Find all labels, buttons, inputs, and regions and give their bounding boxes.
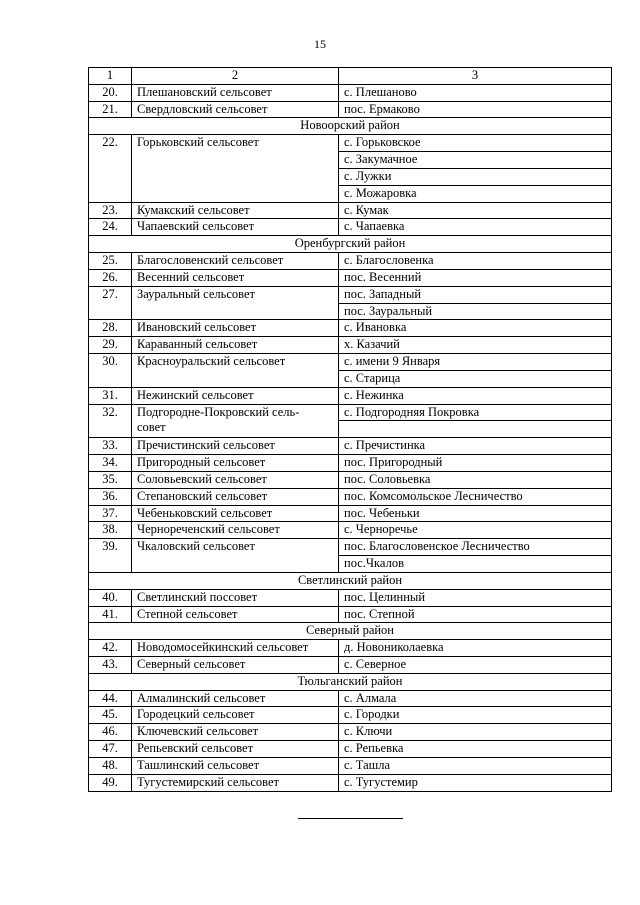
header-col-1: 1 [89, 68, 132, 85]
row-number: 21. [89, 101, 132, 118]
table-row [89, 219, 612, 236]
district-row [89, 118, 612, 135]
settlement-name: с. Тугустемир [339, 774, 612, 791]
council-name: Ташлинский сельсовет [132, 757, 339, 774]
settlement-name: с. Нежинка [339, 387, 612, 404]
table-row [89, 757, 612, 774]
table-row [89, 690, 612, 707]
table-row [89, 101, 612, 118]
council-name: Пречистинский сельсовет [132, 438, 339, 455]
row-number: 46. [89, 724, 132, 741]
council-name: Новодомосейкинский сельсовет [132, 640, 339, 657]
settlement-name: пос. Пригородный [339, 455, 612, 472]
settlement-name: с. имени 9 Января [339, 354, 612, 371]
row-number: 29. [89, 337, 132, 354]
settlement-name: пос. Целинный [339, 589, 612, 606]
settlement-name: с. Чапаевка [339, 219, 612, 236]
council-name: Зауральный сельсовет [132, 286, 339, 320]
settlement-name: с. Старица [339, 370, 612, 387]
table-row [89, 589, 612, 606]
settlement-name: пос. Зауральный [339, 303, 612, 320]
row-number: 43. [89, 656, 132, 673]
row-number: 38. [89, 522, 132, 539]
header-col-2: 2 [132, 68, 339, 85]
settlement-name: с. Ключи [339, 724, 612, 741]
council-name: Чернореченский сельсовет [132, 522, 339, 539]
council-name: Чкаловский сельсовет [132, 539, 339, 573]
table-row [89, 135, 612, 152]
settlement-name: с. Благословенка [339, 253, 612, 270]
council-name: Чебеньковский сельсовет [132, 505, 339, 522]
settlements-table [88, 67, 612, 792]
row-number: 36. [89, 488, 132, 505]
row-number: 20. [89, 84, 132, 101]
settlement-name: с. Черноречье [339, 522, 612, 539]
settlement-name: с. Можаровка [339, 185, 612, 202]
row-number: 45. [89, 707, 132, 724]
settlement-name: пос. Степной [339, 606, 612, 623]
council-name: Нежинский сельсовет [132, 387, 339, 404]
council-name: Караванный сельсовет [132, 337, 339, 354]
council-name: Алмалинский сельсовет [132, 690, 339, 707]
table-row [89, 253, 612, 270]
settlement-name: пос. Чебеньки [339, 505, 612, 522]
row-number: 35. [89, 471, 132, 488]
settlement-name: с. Ивановка [339, 320, 612, 337]
row-number: 48. [89, 757, 132, 774]
district-name: Северный район [89, 623, 612, 640]
settlement-name: пос. Весенний [339, 269, 612, 286]
table-row [89, 505, 612, 522]
table-row [89, 774, 612, 791]
settlement-name: пос. Ермаково [339, 101, 612, 118]
row-number: 33. [89, 438, 132, 455]
settlement-name: пос. Западный [339, 286, 612, 303]
settlement-name: пос. Благословенское Лесничество [339, 539, 612, 556]
row-number: 30. [89, 354, 132, 388]
council-name: Степной сельсовет [132, 606, 339, 623]
table-row [89, 455, 612, 472]
table-row [89, 640, 612, 657]
settlement-name: с. Пречистинка [339, 438, 612, 455]
row-number: 31. [89, 387, 132, 404]
row-number: 49. [89, 774, 132, 791]
table-row [89, 539, 612, 556]
row-number: 28. [89, 320, 132, 337]
settlement-name: с. Горьковское [339, 135, 612, 152]
settlement-name: с. Северное [339, 656, 612, 673]
district-name: Тюльганский район [89, 673, 612, 690]
table-row [89, 488, 612, 505]
row-number: 37. [89, 505, 132, 522]
row-number: 34. [89, 455, 132, 472]
settlement-name: д. Новониколаевка [339, 640, 612, 657]
row-number: 41. [89, 606, 132, 623]
settlement-name: с. Ташла [339, 757, 612, 774]
council-name: Свердловский сельсовет [132, 101, 339, 118]
settlement-name: с. Городки [339, 707, 612, 724]
table-row [89, 438, 612, 455]
table-row [89, 84, 612, 101]
table-row [89, 286, 612, 303]
district-row [89, 236, 612, 253]
table-row [89, 387, 612, 404]
council-name: Репьевский сельсовет [132, 741, 339, 758]
settlement-name: с. Подгородняя Покровка [339, 404, 612, 421]
council-name: Северный сельсовет [132, 656, 339, 673]
district-row [89, 673, 612, 690]
end-rule [298, 818, 403, 819]
district-name: Оренбургский район [89, 236, 612, 253]
table-row [89, 404, 612, 421]
council-name: Тугустемирский сельсовет [132, 774, 339, 791]
table-row [89, 606, 612, 623]
table-row [89, 269, 612, 286]
council-name: Кумакский сельсовет [132, 202, 339, 219]
table-row [89, 354, 612, 371]
settlement-name: с. Алмала [339, 690, 612, 707]
council-name: Степановский сельсовет [132, 488, 339, 505]
settlement-name: пос.Чкалов [339, 556, 612, 573]
district-name: Новоорский район [89, 118, 612, 135]
table-row [89, 656, 612, 673]
settlement-name [339, 421, 612, 438]
row-number: 24. [89, 219, 132, 236]
table-row [89, 337, 612, 354]
settlement-name: х. Казачий [339, 337, 612, 354]
page-number: 15 [314, 37, 326, 51]
settlement-name: с. Плешаново [339, 84, 612, 101]
row-number: 44. [89, 690, 132, 707]
row-number: 47. [89, 741, 132, 758]
council-name: Благословенский сельсовет [132, 253, 339, 270]
settlement-name: с. Кумак [339, 202, 612, 219]
council-name: Соловьевский сельсовет [132, 471, 339, 488]
row-number: 25. [89, 253, 132, 270]
district-row [89, 572, 612, 589]
settlement-name: пос. Соловьевка [339, 471, 612, 488]
row-number: 27. [89, 286, 132, 320]
row-number: 40. [89, 589, 132, 606]
row-number: 26. [89, 269, 132, 286]
settlement-name: с. Закумачное [339, 152, 612, 169]
row-number: 22. [89, 135, 132, 202]
row-number: 32. [89, 404, 132, 438]
header-col-3: 3 [339, 68, 612, 85]
row-number: 23. [89, 202, 132, 219]
settlement-name: с. Репьевка [339, 741, 612, 758]
council-name: Подгородне-Покровский сель- совет [132, 404, 339, 438]
council-name: Ключевский сельсовет [132, 724, 339, 741]
table-row [89, 741, 612, 758]
table-row [89, 202, 612, 219]
row-number: 39. [89, 539, 132, 573]
council-name: Пригородный сельсовет [132, 455, 339, 472]
row-number: 42. [89, 640, 132, 657]
council-name: Городецкий сельсовет [132, 707, 339, 724]
table-row [89, 707, 612, 724]
council-name: Светлинский поссовет [132, 589, 339, 606]
settlement-name: с. Лужки [339, 168, 612, 185]
council-name: Весенний сельсовет [132, 269, 339, 286]
table-row [89, 724, 612, 741]
council-name: Чапаевский сельсовет [132, 219, 339, 236]
council-name: Красноуральский сельсовет [132, 354, 339, 388]
district-name: Светлинский район [89, 572, 612, 589]
table-header-row [89, 68, 612, 85]
table-row [89, 471, 612, 488]
district-row [89, 623, 612, 640]
table-row [89, 522, 612, 539]
table-row [89, 320, 612, 337]
settlement-name: пос. Комсомольское Лесничество [339, 488, 612, 505]
council-name: Плешановский сельсовет [132, 84, 339, 101]
council-name: Горьковский сельсовет [132, 135, 339, 202]
council-name: Ивановский сельсовет [132, 320, 339, 337]
